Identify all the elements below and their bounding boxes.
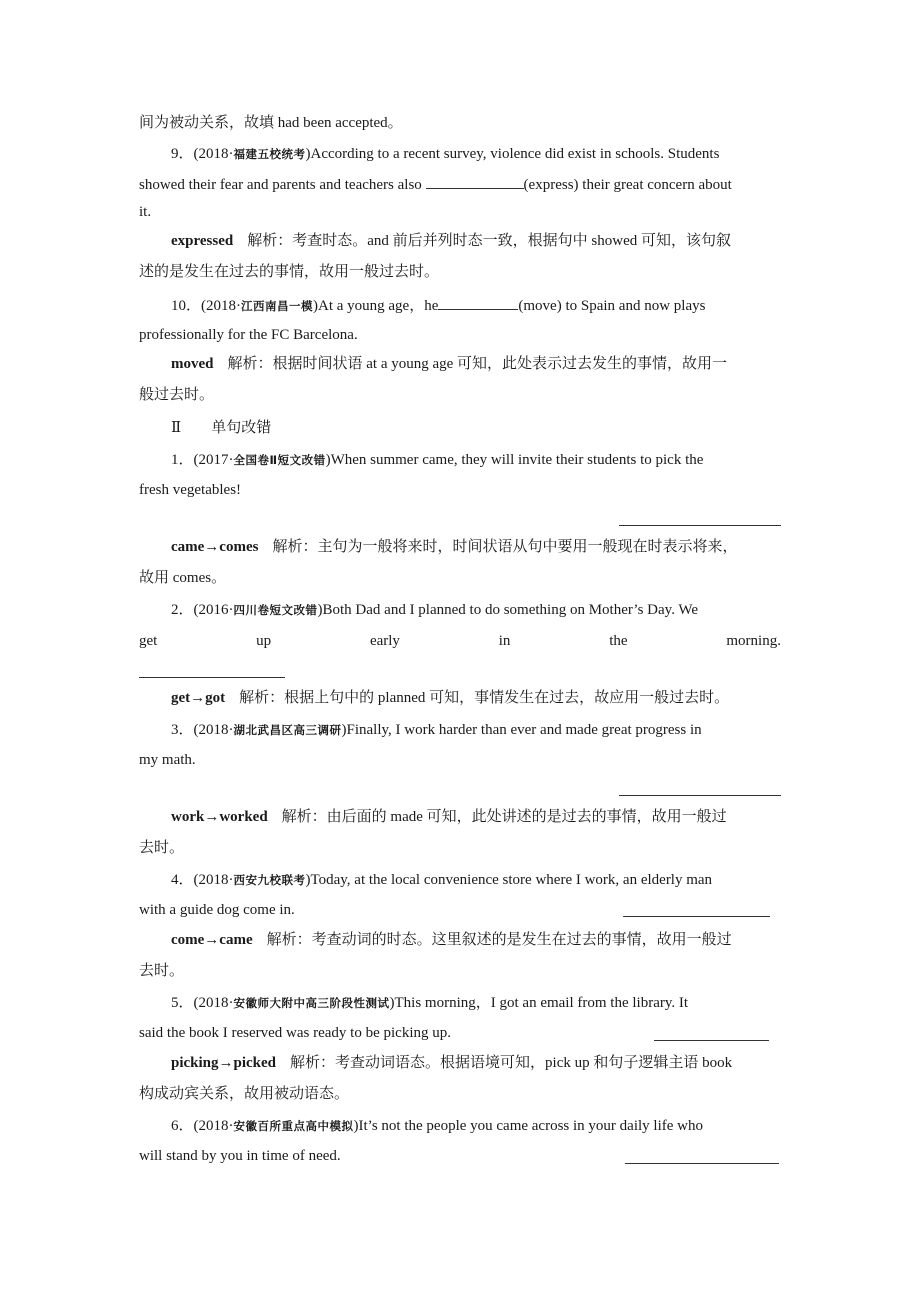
q9-source: 福建五校统考 bbox=[233, 147, 306, 161]
q10-line-1: 10．(2018·江西南昌一模)At a young age，he (move) to Spain and now plays bbox=[171, 295, 781, 316]
q9-line-1: 9．(2018·福建五校统考)According to a recent survey, violence did exist in schools. Students bbox=[171, 146, 720, 162]
e3-line-1: 3．(2018·湖北武昌区高三调研)Finally, I work harder than ever and made great progress in bbox=[171, 722, 702, 738]
q9-line-2: showed their fear and parents and teachers also (express) their great concern about bbox=[139, 174, 781, 195]
e6-answer-line[interactable] bbox=[625, 1163, 779, 1164]
e3-analysis-2: 去时。 bbox=[139, 840, 185, 856]
e5-line-2: said the book I reserved was ready to be picking up. bbox=[139, 1025, 451, 1041]
e4-analysis-2: 去时。 bbox=[139, 963, 185, 979]
q10-line-2: professionally for the FC Barcelona. bbox=[139, 327, 358, 343]
e6-line-2: will stand by you in time of need. bbox=[139, 1148, 341, 1164]
q9-analysis-1: expressed 解析：考查时态。and 前后并列时态一致，根据句中 showed 可知，该句叙 bbox=[171, 233, 731, 249]
e3-line-2: my math. bbox=[139, 752, 196, 768]
e1-line-2: fresh vegetables! bbox=[139, 482, 242, 498]
q9-answer-blank[interactable] bbox=[426, 174, 524, 189]
e1-answer: came→comes bbox=[171, 539, 259, 555]
q9-line-3: it. bbox=[139, 204, 152, 220]
e1-analysis-1: came→comes 解析：主句为一般将来时，时间状语从句中要用一般现在时表示将来， bbox=[171, 539, 738, 555]
e2-line-2: get up early in the morning. bbox=[139, 633, 781, 649]
e3-analysis-1: work→worked 解析：由后面的 made 可知，此处讲述的是过去的事情，故用一般过 bbox=[171, 809, 727, 825]
e4-line-1: 4．(2018·西安九校联考)Today, at the local convenience store where I work, an elderly man bbox=[171, 872, 713, 888]
e5-line-1: 5．(2018·安徽师大附中高三阶段性测试)This morning，I got an email from the library. It bbox=[171, 995, 689, 1011]
section-heading bbox=[171, 418, 781, 438]
e2-line-1: 2．(2016·四川卷短文改错)Both Dad and I planned to do something on Mother’s Day. We bbox=[171, 602, 699, 618]
e5-source: 安徽师大附中高三阶段性测试 bbox=[233, 996, 390, 1010]
e1-analysis-2: 故用 comes。 bbox=[139, 570, 227, 586]
e2-answer: get→got bbox=[171, 690, 226, 706]
e1-answer-line[interactable] bbox=[619, 525, 781, 526]
q10-analysis-2: 般过去时。 bbox=[139, 387, 215, 403]
e4-source: 西安九校联考 bbox=[233, 873, 306, 887]
q9-answer: expressed bbox=[171, 233, 234, 249]
e2-analysis-1: get→got 解析：根据上句中的 planned 可知，事情发生在过去，故应用一般过去时。 bbox=[171, 690, 730, 706]
e5-analysis-1: picking→picked 解析：考查动词语态。根据语境可知，pick up 和句子逻辑主语 book bbox=[171, 1055, 733, 1071]
e4-line-2: with a guide dog come in. bbox=[139, 902, 295, 918]
q10-answer: moved bbox=[171, 356, 214, 372]
e6-source: 安徽百所重点高中模拟 bbox=[233, 1119, 354, 1133]
e4-analysis-1: come→came 解析：考查动词的时态。这里叙述的是发生在过去的事情，故用一般过 bbox=[171, 932, 732, 948]
e4-answer: come→came bbox=[171, 932, 253, 948]
e6-line-1: 6．(2018·安徽百所重点高中模拟)It’s not the people you came across in your daily life who bbox=[171, 1118, 703, 1134]
e5-answer-line[interactable] bbox=[654, 1040, 769, 1041]
q10-source: 江西南昌一模 bbox=[241, 299, 313, 313]
e3-answer-line[interactable] bbox=[619, 795, 781, 796]
q10-answer-blank[interactable] bbox=[438, 295, 518, 310]
e2-answer-line[interactable] bbox=[139, 677, 285, 678]
q9-analysis-2: 述的是发生在过去的事情，故用一般过去时。 bbox=[139, 264, 440, 280]
e5-analysis-2: 构成动宾关系，故用被动语态。 bbox=[139, 1086, 350, 1102]
e3-answer: work→worked bbox=[171, 809, 268, 825]
e1-source: 全国卷Ⅱ短文改错 bbox=[233, 453, 326, 467]
section-numeral: Ⅱ bbox=[171, 420, 182, 436]
e2-source: 四川卷短文改错 bbox=[233, 603, 318, 617]
q10-analysis-1: moved 解析：根据时间状语 at a young age 可知，此处表示过去发生的事情，故用一 bbox=[171, 356, 728, 372]
e1-line-1: 1．(2017·全国卷Ⅱ短文改错)When summer came, they will invite their students to pick the bbox=[171, 452, 704, 468]
section-title: 单句改错 bbox=[211, 420, 272, 436]
e3-source: 湖北武昌区高三调研 bbox=[233, 723, 342, 737]
e5-answer: picking→picked bbox=[171, 1055, 277, 1071]
e4-answer-line[interactable] bbox=[623, 916, 770, 917]
q8-analysis-tail: 间为被动关系，故填 had been accepted。 bbox=[139, 115, 403, 131]
